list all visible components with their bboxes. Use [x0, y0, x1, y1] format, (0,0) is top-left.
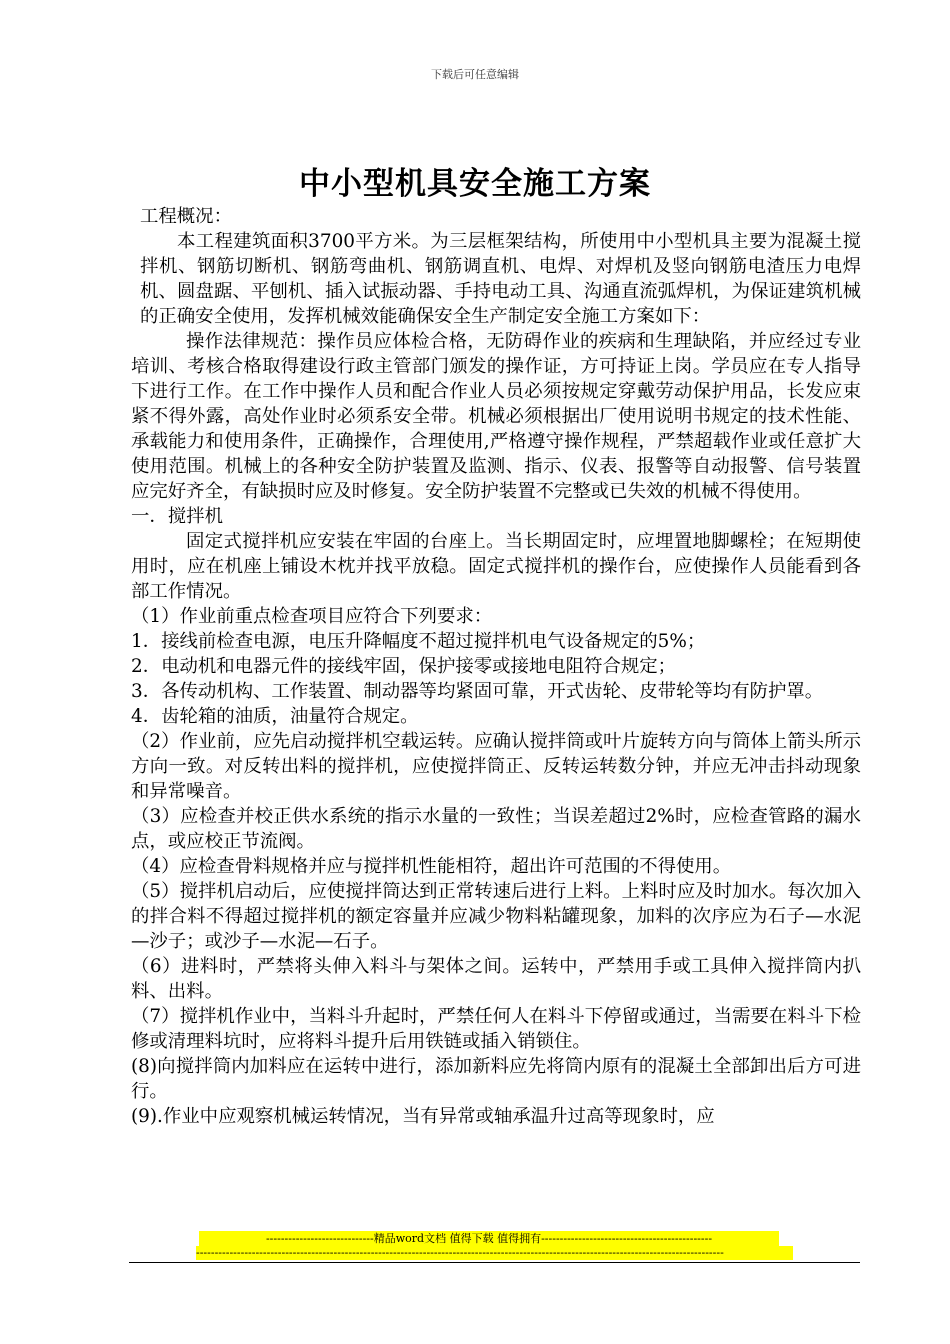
- list-item: （5）搅拌机启动后，应使搅拌筒达到正常转速后进行上料。上料时应及时加水。每次加入的拌合料不得超过搅拌机的额定容量并应减少物料粘罐现象，加料的次序应为石子—水泥—沙子；或沙子—水泥—石子。: [131, 881, 861, 952]
- document-body: [131, 204, 861, 1129]
- list-item: （6）进料时，严禁将头伸入料斗与架体之间。运转中，严禁用手或工具伸入搅拌筒内扒料、出料。: [131, 956, 861, 1002]
- footer-banner: -----------------------------精品word文档 值得下载 值得拥有----------------------------------------------: [199, 1231, 779, 1246]
- list-item: 2．电动机和电器元件的接线牢固，保护接零或接地电阻符合规定；: [131, 656, 677, 677]
- header-note: 下载后可任意编辑: [431, 68, 519, 81]
- list-item: 4．齿轮箱的油质，油量符合规定。: [131, 706, 419, 727]
- paragraph-operation-rules: 操作法律规范：操作员应体检合格，无防碍作业的疾病和生理缺陷，并应经过专业培训、考核合格取得建设行政主管部门颁发的操作证，方可持证上岗。学员应在专人指导下进行工作。在工作中操作人员和配合作业人员必须按规定穿戴劳动保护用品，长发应束紧不得外露，高处作业时必须系安全带。机械必须根据出厂使用说明书规定的技术性能、承载能力和使用条件，正确操作，合理使用,严格遵守操作规程，严禁超载作业或任意扩大使用范围。机械上的各种安全防护装置及监测、指示、仪表、报警等自动报警、信号装置应完好齐全，有缺损时应及时修复。安全防护装置不完整或已失效的机械不得使用。: [131, 331, 861, 502]
- list-item: （3）应检查并校正供水系统的指示水量的一致性；当误差超过2%时，应检查管路的漏水点，或应校正节流阀。: [131, 806, 861, 852]
- list-item: （1）作业前重点检查项目应符合下列要求：: [131, 606, 493, 627]
- paragraph-overview: 本工程建筑面积3700平方米。为三层框架结构，所使用中小型机具主要为混凝土搅拌机、钢筋切断机、钢筋弯曲机、钢筋调直机、电焊、对焊机及竖向钢筋电渣压力电焊机、圆盘踞、平刨机、插入试振动器、手持电动工具、沟通直流弧焊机，为保证建筑机械的正确安全使用，发挥机械效能确保安全生产制定安全施工方案如下：: [140, 231, 861, 327]
- list-item: （7）搅拌机作业中，当料斗升起时，严禁任何人在料斗下停留或通过，当需要在料斗下检修或清理料坑时，应将料斗提升后用铁链或插入销锁住。: [131, 1006, 861, 1052]
- footer-rule: [129, 1262, 860, 1263]
- section-heading-mixer: 一．搅拌机: [131, 506, 223, 527]
- list-item: 3．各传动机构、工作装置、制动器等均紧固可靠，开式齿轮、皮带轮等均有防护罩。: [131, 681, 824, 702]
- footer-dashes: ----------------------------------------------------------------------------------------------------------------------------------------------: [196, 1246, 793, 1260]
- list-item: (9).作业中应观察机械运转情况，当有异常或轴承温升过高等现象时，应: [131, 1106, 715, 1127]
- section-label-overview: 工程概况：: [140, 206, 232, 227]
- list-item: （4）应检查骨料规格并应与搅拌机性能相符，超出许可范围的不得使用。: [131, 856, 732, 877]
- list-item: （2）作业前，应先启动搅拌机空载运转。应确认搅拌筒或叶片旋转方向与筒体上箭头所示方向一致。对反转出料的搅拌机，应使搅拌筒正、反转运转数分钟，并应无冲击抖动现象和异常噪音。: [131, 731, 861, 802]
- paragraph-mixer-install: 固定式搅拌机应安装在牢固的台座上。当长期固定时，应埋置地脚螺栓；在短期使用时，应在机座上铺设木枕并找平放稳。固定式搅拌机的操作台，应使操作人员能看到各部工作情况。: [131, 531, 861, 602]
- list-item: (8)向搅拌筒内加料应在运转中进行，添加新料应先将筒内原有的混凝土全部卸出后方可进行。: [131, 1056, 861, 1102]
- list-item: 1．接线前检查电源，电压升降幅度不超过搅拌机电气设备规定的5%；: [131, 631, 706, 652]
- document-title: 中小型机具安全施工方案: [299, 166, 651, 202]
